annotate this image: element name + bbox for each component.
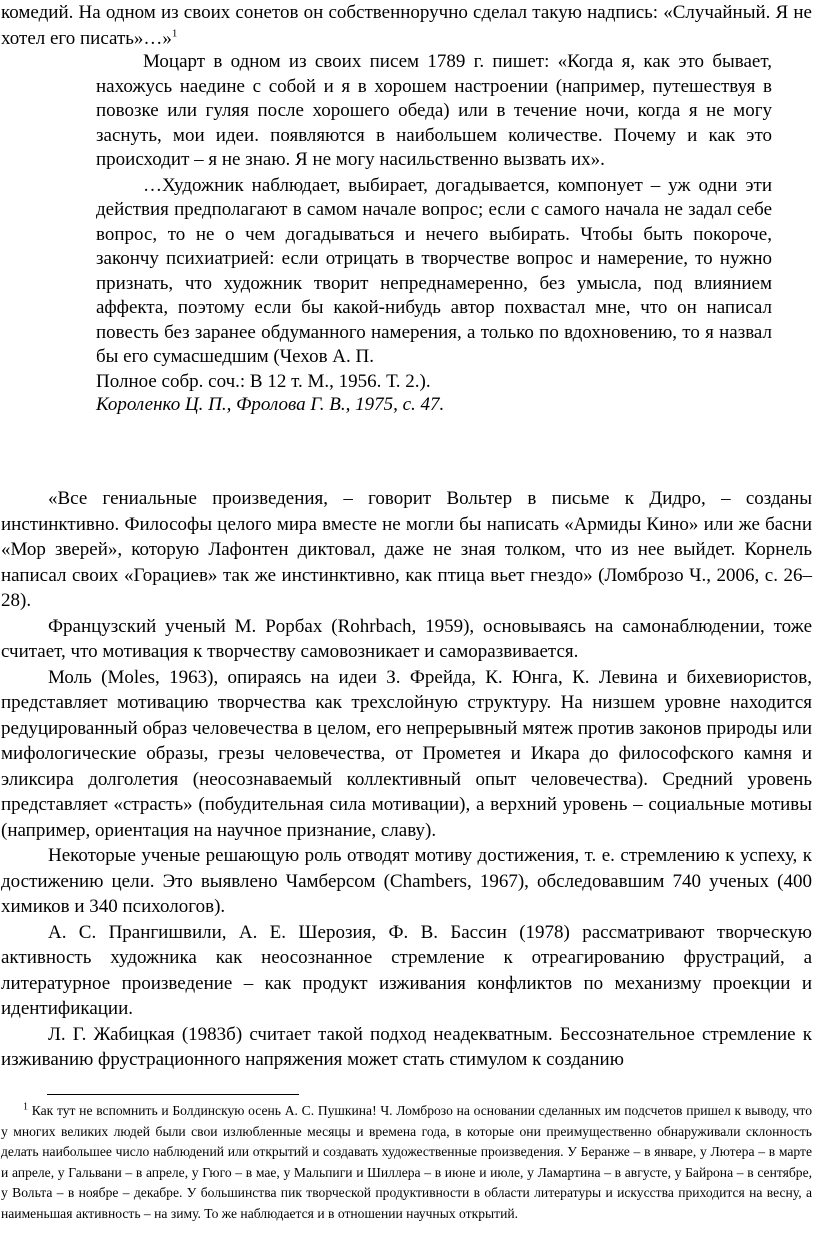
quote-citation: Полное собр. соч.: В 12 т. М., 1956. Т. 2.). (96, 370, 431, 392)
opening-paragraph (1, 0, 812, 51)
paragraph-zhabitskaya: Л. Г. Жабицкая (1983б) считает такой подход неадекватным. Бессознательное стремление к изживанию фрустрационного напряжения может стать стимулом к созданию (1, 1023, 812, 1070)
paragraph-chambers: Некоторые ученые решающую роль отводят мотиву достижения, т. е. стремлению к успеху, к достижению цели. Это выявлено Чамберсом (Chambers, 1967), обследовавшим 740 ученых (400 химиков и 340 психологов). (1, 845, 812, 917)
quote-chekhov-paragraph: …Художник наблюдает, выбирает, догадывается, компонует – уж одни эти действия предполагают в самом начале вопрос; если с самого начала не задал себе вопрос, то не о чем догадываться и нечего выбирать. Чтобы быть покороче, закончу психиатрией: если отрицать в творчестве вопрос и намерение, то нужно признать, что художник творит непреднамеренно, без умысла, под влиянием аффекта, поэтому если бы какой-нибудь автор похвастал мне, что он написал повесть без заранее обдуманного намерения, а только по вдохновению, то я назвал бы его сумасшедшим (Чехов А. П. (96, 174, 772, 367)
paragraph-moles: Моль (Moles, 1963), опираясь на идеи З. Фрейда, К. Юнга, К. Левина и бихевиористов, представляет мотивацию творчества как трехслойную структуру. На низшем уровне находится редуцированный образ человечества в целом, его непрерывный мятеж против законов природы или мифологические образы, грезы человечества, от Прометея и Икара до философского камня и эликсира долголетия (неосознаваемый коллективный опыт человечества). Средний уровень представляет «страсть» (побудительная сила мотивации), а верхний уровень – социальные мотивы (например, ориентация на научное признание, славу). (1, 666, 812, 841)
footnote-mark: 1 (23, 1101, 28, 1113)
quote-mozart-paragraph: Моцарт в одном из своих писем 1789 г. пишет: «Когда я, как это бывает, нахожусь наедине с собой и я в хорошем настроении (например, путешествуя в повозке или гуляя после хорошего обеда) или в течение ночи, когда я не могу заснуть, мои идеи. появляются в наибольшем количестве. Почему и как это происходит – я не знаю. Я не могу насильственно вызвать их». (96, 51, 772, 170)
footnote-separator (47, 1094, 299, 1095)
quote-source: Короленко Ц. П., Фролова Г. В., 1975, с. 47. (96, 394, 445, 415)
paragraph-prangishvili: А. С. Прангишвили, А. Е. Шерозия, Ф. В. Бассин (1978) рассматривают творческую активность художника как неосознанное стремление к отреагированию фрустраций, а литературное произведение – как продукт изживания конфликтов по механизму проекции и идентификации. (1, 921, 812, 1019)
paragraph-voltaire: «Все гениальные произведения, – говорит Вольтер в письме к Дидро, – созданы инстинктивно. Философы целого мира вместе не могли бы написать «Армиды Кино» или же басни «Мор зверей», которую Лафонтен диктовал, даже не зная толком, что из нее выйдет. Корнель написал своих «Горациев» так же инстинктивно, как птица вьет гнездо» (Ломброзо Ч., 2006, с. 26–28). (1, 488, 812, 611)
block-quote (96, 50, 772, 418)
paragraph-rohrbach: Французский ученый М. Popбax (Rohrbach, 1959), основываясь на самонаблюдении, тоже считает, что мотивация к творчеству самовозникает и саморазвивается. (1, 615, 812, 662)
footnote-text: Как тут не вспомнить и Болдинскую осень А. С. Пушкина! Ч. Ломброзо на основании сделанных им подсчетов пришел к выводу, что у многих великих людей были свои излюбленные месяцы и времена года, в которые они преимущественно обнаруживали склонность делать наибольшее число наблюдений или открытий и создавать художественные произведения. У Беранже – в январе, у Лютера – в марте и апреле, у Гальвани – в апреле, у Гюго – в мае, у Мальпиги и Шиллера – в июне и июле, у Ламартина – в августе, у Байрона – в сентябре, у Вольта – в ноябре – декабре. У большинства пик творческой продуктивности в области литературы и искусства приходится на весну, а наименьшая активность – на зиму. То же наблюдается и в отношении научных открытий. (1, 1103, 812, 1221)
footnote (1, 1101, 812, 1225)
main-body (1, 486, 812, 1073)
footnote-reference[interactable]: 1 (171, 27, 178, 40)
opening-text: комедий. На одном из своих сонетов он собственноручно сделал такую надпись: «Случайный. Я не хотел его писать»…» (1, 2, 812, 49)
